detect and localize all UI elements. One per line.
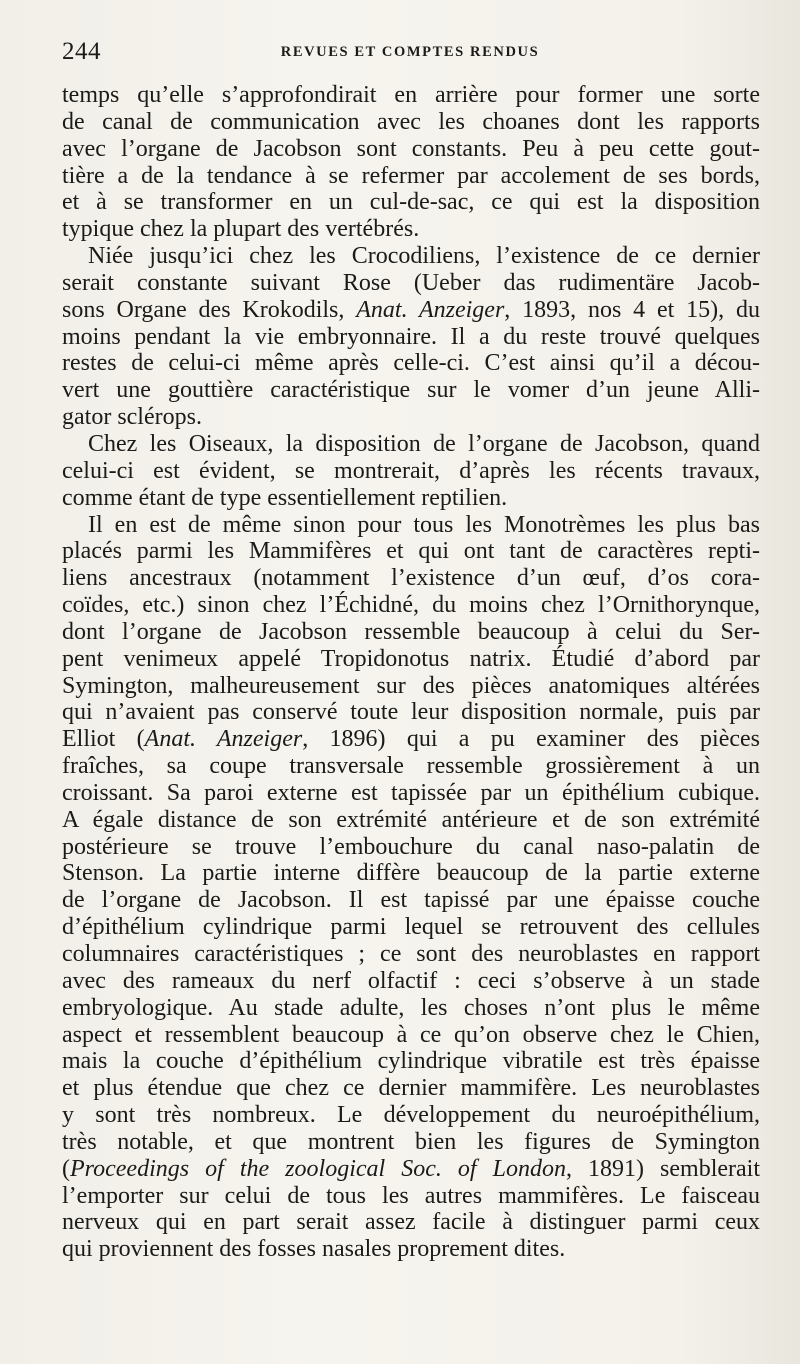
text-segment: , 1893, nos 4 et 15), du — [504, 296, 760, 323]
text-line — [62, 565, 760, 592]
text-segment: temps qu’elle s’approfondirait en arrière pour former une sorte — [62, 82, 760, 108]
text-segment: sons Organe des Krokodils, — [62, 296, 357, 323]
text-line — [62, 1075, 760, 1102]
text-line — [62, 512, 760, 539]
text-line — [62, 458, 760, 485]
text-segment: Symington, malheureusement sur des pièces anatomiques altérées — [62, 672, 760, 699]
text-line — [62, 1022, 760, 1049]
text-line — [62, 860, 760, 887]
text-segment: nerveux qui en part serait assez facile à distinguer parmi ceux — [62, 1209, 760, 1236]
text-line — [62, 485, 760, 512]
text-segment: qui proviennent des fosses nasales proprement dites. — [62, 1236, 566, 1263]
text-line — [62, 995, 760, 1022]
text-segment: de canal de communication avec les choanes dont les rapports — [62, 108, 760, 135]
text-line — [62, 324, 760, 351]
text-line — [62, 646, 760, 673]
text-line — [62, 1102, 760, 1129]
text-segment: y sont très nombreux. Le développement du neuroépithélium, — [62, 1102, 760, 1129]
text-segment: et à se transformer en un cul-de-sac, ce qui est la disposition — [62, 189, 760, 216]
text-segment: placés parmi les Mammifères et qui ont tant de caractères repti- — [62, 538, 760, 565]
text-segment: croissant. Sa paroi externe est tapissée par un épithélium cubique. — [62, 779, 760, 806]
text-segment: pent venimeux appelé Tropidonotus natrix. Étudié d’abord par — [62, 645, 760, 672]
text-line — [62, 297, 760, 324]
text-line — [62, 189, 760, 216]
text-segment: de l’organe de Jacobson. Il est tapissé par une épaisse couche — [62, 887, 760, 914]
text-segment: restes de celui-ci même après celle-ci. C’est ainsi qu’il a décou- — [62, 350, 760, 377]
text-line — [62, 377, 760, 404]
text-segment: typique chez la plupart des vertébrés. — [62, 216, 420, 243]
text-segment: liens ancestraux (notamment l’existence d’un œuf, d’os cora- — [62, 565, 760, 592]
text-segment: columnaires caractéristiques ; ce sont des neuroblastes en rapport — [62, 941, 760, 967]
text-segment: dont l’organe de Jacobson ressemble beaucoup à celui du Ser- — [62, 618, 760, 645]
text-line — [62, 807, 760, 834]
text-line — [62, 780, 760, 807]
text-line — [62, 538, 760, 565]
running-head: REVUES ET COMPTES RENDUS — [280, 44, 540, 60]
text-line — [62, 619, 760, 646]
text-segment: d’épithélium cylindrique parmi lequel se retrouvent des cellules — [62, 914, 760, 941]
text-segment: gator sclérops. — [62, 404, 202, 431]
text-line — [62, 592, 760, 619]
text-segment: qui n’avaient pas conservé toute leur disposition normale, puis par — [62, 699, 760, 726]
text-line — [62, 163, 760, 190]
text-segment: A égale distance de son extrémité antérieure et de son extrémité — [62, 806, 760, 833]
text-segment: Niée jusqu’ici chez les Crocodiliens, l’existence de ce dernier — [88, 243, 760, 270]
text-line — [62, 216, 760, 243]
text-segment: aspect et ressemblent beaucoup à ce qu’on observe chez le Chien, — [62, 1021, 760, 1048]
text-line — [62, 699, 760, 726]
body-text — [62, 82, 760, 1263]
text-segment: avec des rameaux du nerf olfactif : ceci s’observe à un stade — [62, 967, 760, 994]
text-segment: ( — [62, 1155, 70, 1182]
text-segment: Stenson. La partie interne diffère beaucoup de la partie externe — [62, 860, 760, 887]
text-line — [62, 109, 760, 136]
text-line — [62, 1183, 760, 1210]
text-line — [62, 270, 760, 297]
text-segment: comme étant de type essentiellement reptilien. — [62, 484, 508, 511]
text-line — [62, 404, 760, 431]
text-line — [62, 834, 760, 861]
text-segment: l’emporter sur celui de tous les autres mammifères. Le faisceau — [62, 1182, 760, 1209]
text-line — [62, 82, 760, 109]
text-line — [62, 887, 760, 914]
text-segment: mais la couche d’épithélium cylindrique vibratile est très épaisse — [62, 1048, 760, 1075]
text-segment: , 1891) semblerait — [565, 1155, 760, 1182]
text-line — [62, 753, 760, 780]
page-header — [62, 38, 758, 78]
text-segment: coïdes, etc.) sinon chez l’Échidné, du moins chez l’Ornithorynque, — [62, 592, 760, 619]
text-segment: celui-ci est évident, se montrerait, d’après les récents travaux, — [62, 457, 760, 484]
text-segment: et plus étendue que chez ce dernier mammifère. Les neuroblastes — [62, 1075, 760, 1102]
italic-citation: Anat. Anzeiger — [144, 726, 303, 753]
text-segment: fraîches, sa coupe transversale ressemble grossièrement à un — [62, 753, 760, 780]
text-segment: , 1896) qui a pu examiner des pièces — [302, 726, 760, 753]
text-segment: embryologique. Au stade adulte, les choses n’ont plus le même — [62, 994, 760, 1021]
text-segment: Elliot ( — [62, 726, 145, 753]
text-line — [62, 1209, 760, 1236]
text-line — [62, 1156, 760, 1183]
text-line — [62, 914, 760, 941]
text-segment: tière a de la tendance à se refermer par accolement de ses bords, — [62, 162, 760, 189]
text-segment: moins pendant la vie embryonnaire. Il a du reste trouvé quelques — [62, 323, 760, 350]
text-segment: Chez les Oiseaux, la disposition de l’organe de Jacobson, quand — [88, 430, 760, 457]
text-segment: vert une gouttière caractéristique sur le vomer d’un jeune Alli- — [62, 377, 760, 404]
text-line — [62, 673, 760, 700]
text-line — [62, 431, 760, 458]
text-line — [62, 1048, 760, 1075]
text-segment: avec l’organe de Jacobson sont constants. Peu à peu cette gout- — [62, 135, 760, 162]
text-line — [62, 243, 760, 270]
text-line — [62, 1236, 760, 1263]
text-segment: Il en est de même sinon pour tous les Monotrèmes les plus bas — [88, 511, 760, 538]
text-segment: très notable, et que montrent bien les figures de Symington — [62, 1128, 760, 1155]
text-line — [62, 968, 760, 995]
italic-citation: Proceedings of the zoological Soc. of London — [70, 1155, 566, 1182]
text-line — [62, 726, 760, 753]
text-line — [62, 941, 760, 968]
text-segment: postérieure se trouve l’embouchure du canal naso-palatin de — [62, 833, 760, 860]
text-segment: serait constante suivant Rose (Ueber das rudimentäre Jacob- — [62, 269, 760, 296]
text-line — [62, 1129, 760, 1156]
italic-citation: Anat. Anzeiger — [356, 296, 505, 323]
text-line — [62, 136, 760, 163]
text-line — [62, 350, 760, 377]
page-number: 244 — [62, 38, 101, 65]
